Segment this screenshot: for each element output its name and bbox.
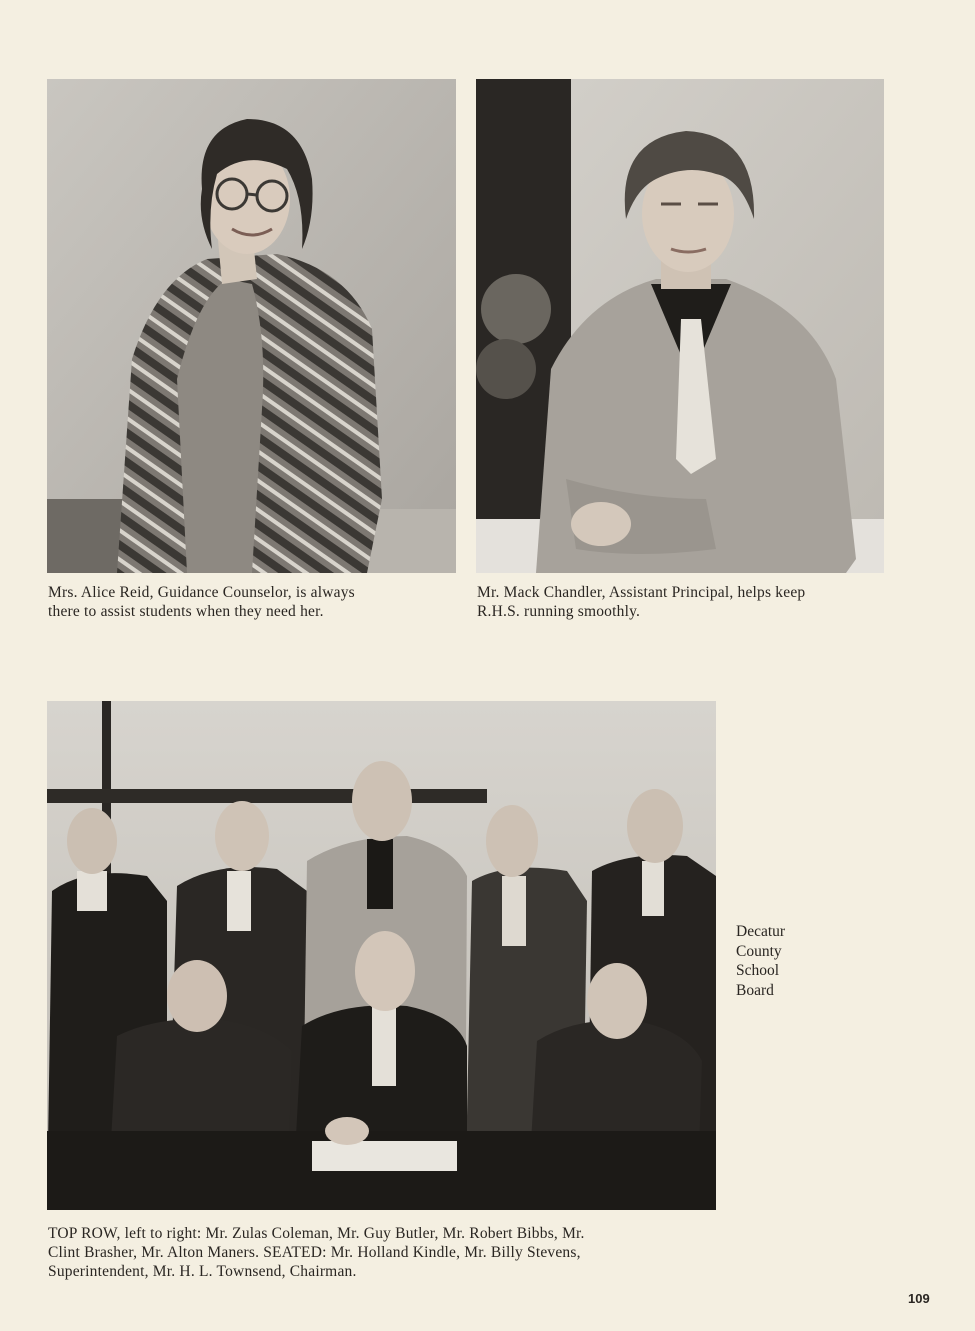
photo-alice-reid [47, 79, 456, 573]
caption-school-board [48, 1224, 716, 1281]
caption-line: Mr. Mack Chandler, Assistant Principal, helps keep [477, 584, 806, 601]
label-line: County [736, 942, 782, 960]
caption-line: there to assist students when they need her. [48, 603, 324, 620]
label-line: School [736, 962, 780, 979]
caption-line: TOP ROW, left to right: Mr. Zulas Coleman, Mr. Guy Butler, Mr. Robert Bibbs, Mr. [48, 1225, 585, 1242]
label-line: Board [736, 981, 774, 999]
school-board-label [736, 922, 846, 1000]
caption-mack-chandler [477, 583, 887, 621]
label-line: Decatur [736, 923, 786, 940]
photo-school-board [47, 701, 716, 1210]
page-number: 109 [908, 1291, 930, 1306]
caption-line: Superintendent, Mr. H. L. Townsend, Chairman. [48, 1263, 357, 1280]
caption-line: Mrs. Alice Reid, Guidance Counselor, is always [48, 584, 355, 601]
photo-mack-chandler [476, 79, 884, 573]
caption-alice-reid [48, 583, 458, 621]
caption-line: R.H.S. running smoothly. [477, 603, 641, 620]
caption-line: Clint Brasher, Mr. Alton Maners. SEATED: Mr. Holland Kindle, Mr. Billy Stevens, [48, 1244, 581, 1261]
